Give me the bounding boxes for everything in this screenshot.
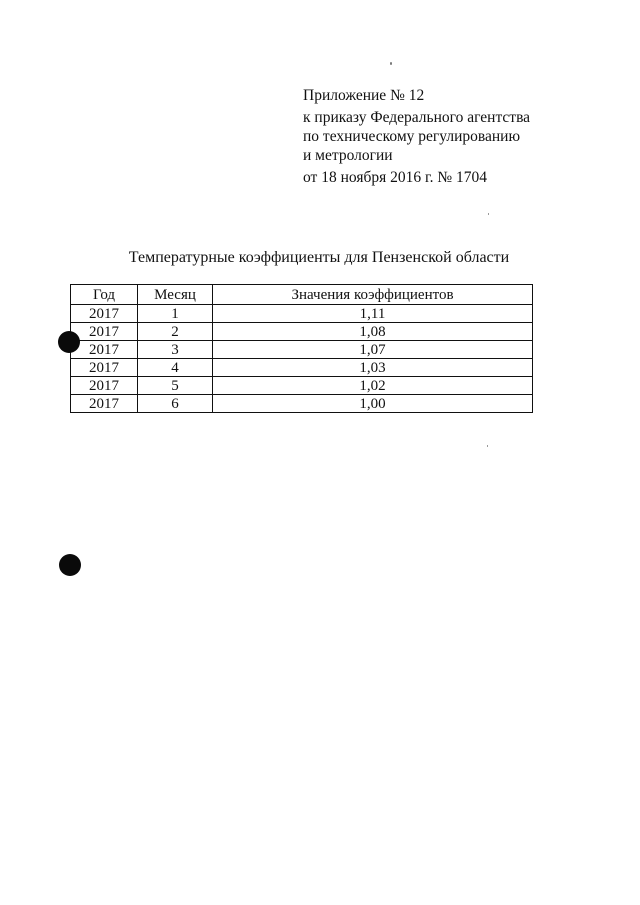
table-header-row [71,285,533,305]
scan-speck [390,62,392,65]
cell-month: 5 [138,377,213,395]
appendix-header [303,86,623,187]
order-date-number: от 18 ноября 2016 г. № 1704 [303,169,487,186]
table-row [71,323,533,341]
order-reference-line-3: и метрологии [303,147,393,164]
cell-year: 2017 [71,305,138,323]
cell-year: 2017 [71,377,138,395]
document-title-wrapper [0,249,640,267]
scan-speck [487,445,488,447]
cell-year: 2017 [71,395,138,413]
table-row [71,341,533,359]
punch-hole-lower [59,554,81,576]
cell-month: 3 [138,341,213,359]
document-title: Температурные коэффициенты для Пензенской области [128,249,510,266]
appendix-number: Приложение № 12 [303,87,425,104]
cell-month: 2 [138,323,213,341]
table-row [71,395,533,413]
punch-hole-upper [58,331,80,353]
column-header-month: Месяц [138,285,213,305]
cell-month: 4 [138,359,213,377]
cell-value: 1,11 [213,305,533,323]
order-reference-line-1: к приказу Федерального агентства [303,109,531,126]
cell-month: 6 [138,395,213,413]
cell-value: 1,07 [213,341,533,359]
cell-value: 1,02 [213,377,533,395]
cell-value: 1,00 [213,395,533,413]
column-header-value: Значения коэффициентов [213,285,533,305]
scan-speck [488,213,489,215]
column-header-year: Год [71,285,138,305]
cell-month: 1 [138,305,213,323]
table-row [71,359,533,377]
cell-value: 1,08 [213,323,533,341]
cell-year: 2017 [71,341,138,359]
order-reference-line-2: по техническому регулированию [303,128,521,145]
table-row [71,377,533,395]
cell-year: 2017 [71,323,138,341]
cell-value: 1,03 [213,359,533,377]
coefficients-table [70,284,533,413]
cell-year: 2017 [71,359,138,377]
table-row [71,305,533,323]
